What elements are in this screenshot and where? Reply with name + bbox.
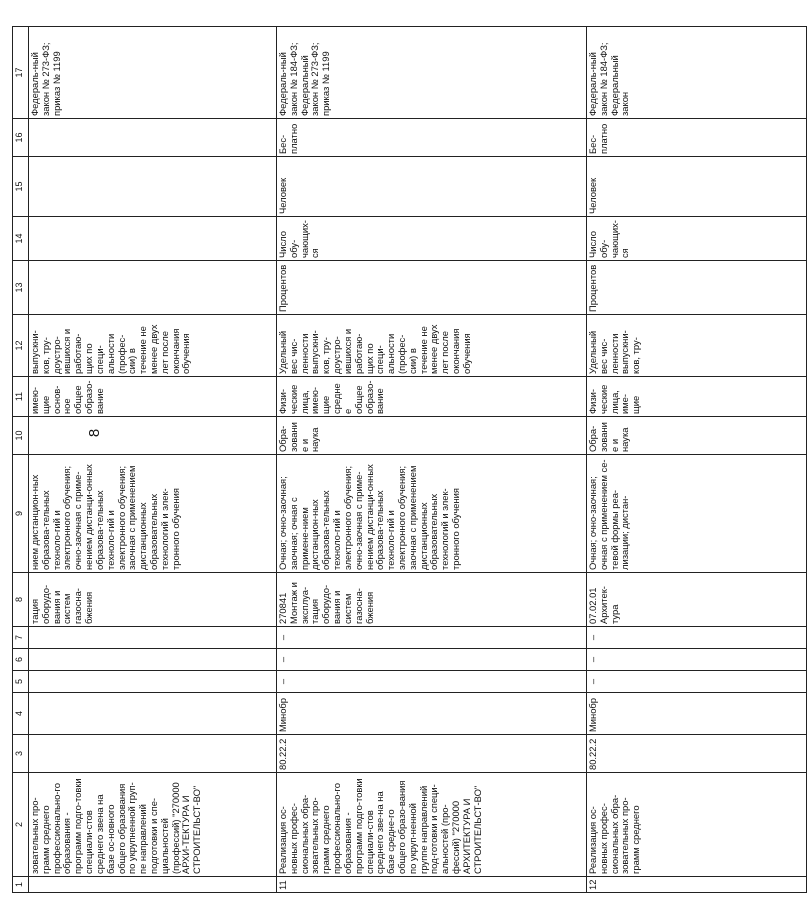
cell-c16: Бес-платно — [277, 119, 587, 157]
services-table — [12, 26, 807, 893]
cell-c7: – — [277, 627, 587, 649]
column-number-10: 10 — [13, 417, 29, 455]
cell-id: 12 — [587, 877, 807, 893]
table-row — [29, 27, 277, 893]
cell-c8: 270841 Монтаж и эксплуа-тация оборудо-вания и систем газосна-бжения — [277, 573, 587, 627]
cell-c10: Обра-зование и наука — [587, 417, 807, 455]
cell-c8: тация оборудо-вания и систем газосна-бжения — [29, 573, 277, 627]
cell-c13 — [29, 261, 277, 315]
cell-c15: Человек — [587, 157, 807, 217]
column-number-17: 17 — [13, 27, 29, 119]
cell-c17: Федераль-ный закон № 184-ФЗ; Федеральный закон № 273-ФЗ; приказ № 1199 — [277, 27, 587, 119]
cell-c5: – — [587, 671, 807, 693]
rotated-table-container — [12, 27, 642, 893]
page-number: 8 — [86, 428, 103, 438]
cell-c14: Число обу-чающих-ся — [277, 217, 587, 261]
column-number-4: 4 — [13, 693, 29, 735]
cell-c4: Минобр — [587, 693, 807, 735]
cell-c4 — [29, 693, 277, 735]
cell-c7: – — [587, 627, 807, 649]
cell-c9: нием дистанцион-ных образова-тельных техноло-гий и электронного обучения; очно-заочная с приме-нением дистанци-онных образова-тельных техноло-гий и электронного обучения; заочная с применением дистанционных образовательных технологий и элек-тронного обучения — [29, 455, 277, 573]
cell-c7 — [29, 627, 277, 649]
cell-c15 — [29, 157, 277, 217]
table-row — [277, 27, 587, 893]
cell-c10 — [29, 417, 277, 455]
cell-c8: 07.02.01 Архитек-тура — [587, 573, 807, 627]
column-number-16: 16 — [13, 119, 29, 157]
column-number-6: 6 — [13, 649, 29, 671]
column-number-9: 9 — [13, 455, 29, 573]
cell-c4: Минобр — [277, 693, 587, 735]
cell-c11: Физи-ческие лица, имею-щие среднее общее образо-вание — [277, 377, 587, 417]
cell-c5: – — [277, 671, 587, 693]
cell-c12: выпускни-ков, тру-доустро-ившихся и работаю-щих по специ-альности (профес-сии) в течение не менее двух лет после окончания обучения — [29, 315, 277, 377]
column-number-5: 5 — [13, 671, 29, 693]
cell-c17: Федераль-ный закон № 273-ФЗ; приказ № 1199 — [29, 27, 277, 119]
cell-c3: 80.22.2 — [277, 735, 587, 773]
column-number-7: 7 — [13, 627, 29, 649]
cell-c11: имею-щие основ-ное общее образо-вание — [29, 377, 277, 417]
column-number-12: 12 — [13, 315, 29, 377]
cell-c3: 80.22.2 — [587, 735, 807, 773]
column-number-11: 11 — [13, 377, 29, 417]
cell-c14: Число обу-чающих-ся — [587, 217, 807, 261]
cell-c16 — [29, 119, 277, 157]
cell-name: Реализация ос-новных профес-сиональных обра-зовательных про-грамм среднего профессионально-го образования - программ подго-товки специали-стов среднего зве-на на базе средне-го общего образо-вания по укруп-ненной группе направлений под-готовки и специ-альностей (про-фессий) "270000 АРХИТЕКТУРА И СТРОИТЕЛЬСТ-ВО" — [277, 773, 587, 877]
cell-c12: Удельный вес чис-ленности выпускни-ков, тру- — [587, 315, 807, 377]
cell-c5 — [29, 671, 277, 693]
cell-c17: Федераль-ный закон № 184-ФЗ; Федеральный закон — [587, 27, 807, 119]
cell-c16: Бес-платно — [587, 119, 807, 157]
column-number-14: 14 — [13, 217, 29, 261]
cell-c6: – — [587, 649, 807, 671]
column-number-15: 15 — [13, 157, 29, 217]
cell-c10: Обра-зование и наука — [277, 417, 587, 455]
header-row — [13, 27, 29, 893]
column-number-3: 3 — [13, 735, 29, 773]
cell-name: зовательных про-грамм среднего профессионально-го образования - программ подго-товки специали-стов среднего звена на базе ос-новного общего образования по укрупненной груп-пе направлений подготовки и спе-циальностей (профессий) "270000 АРХИ-ТЕКТУРА И СТРОИТЕЛЬСТ-ВО" — [29, 773, 277, 877]
column-number-8: 8 — [13, 573, 29, 627]
cell-c3 — [29, 735, 277, 773]
cell-c12: Удельный вес чис-ленности выпускни-ков, тру-доустро-ившихся и работаю-щих по специ-альности (профес-сии) в течение не менее двух лет после окончания обучения — [277, 315, 587, 377]
cell-c9: Очная; очно-заочная; очная с применением се-тевой формы реа-лизации; дистан- — [587, 455, 807, 573]
column-number-1: 1 — [13, 877, 29, 893]
cell-c13: Процентов — [277, 261, 587, 315]
cell-c14 — [29, 217, 277, 261]
cell-c9: Очная; очно-заочная; заочная; очная с примене-нием дистанцион-ных образова-тельных техноло-гий и электронного обучения; очно-заочная с приме-нением дистанци-онных образова-тельных техноло-гий и электронного обучения; заочная с применением дистанционных образовательных технологий и элек-тронного обучения — [277, 455, 587, 573]
cell-id: 11 — [277, 877, 587, 893]
table-row — [587, 27, 807, 893]
cell-c6: – — [277, 649, 587, 671]
cell-c11: Физи-ческие лица, име-щие — [587, 377, 807, 417]
cell-name: Реализация ос-новных профес-сиональных обра-зовательных про-грамм среднего — [587, 773, 807, 877]
cell-c6 — [29, 649, 277, 671]
cell-c13: Процентов — [587, 261, 807, 315]
column-number-2: 2 — [13, 773, 29, 877]
cell-id — [29, 877, 277, 893]
column-number-13: 13 — [13, 261, 29, 315]
cell-c15: Человек — [277, 157, 587, 217]
